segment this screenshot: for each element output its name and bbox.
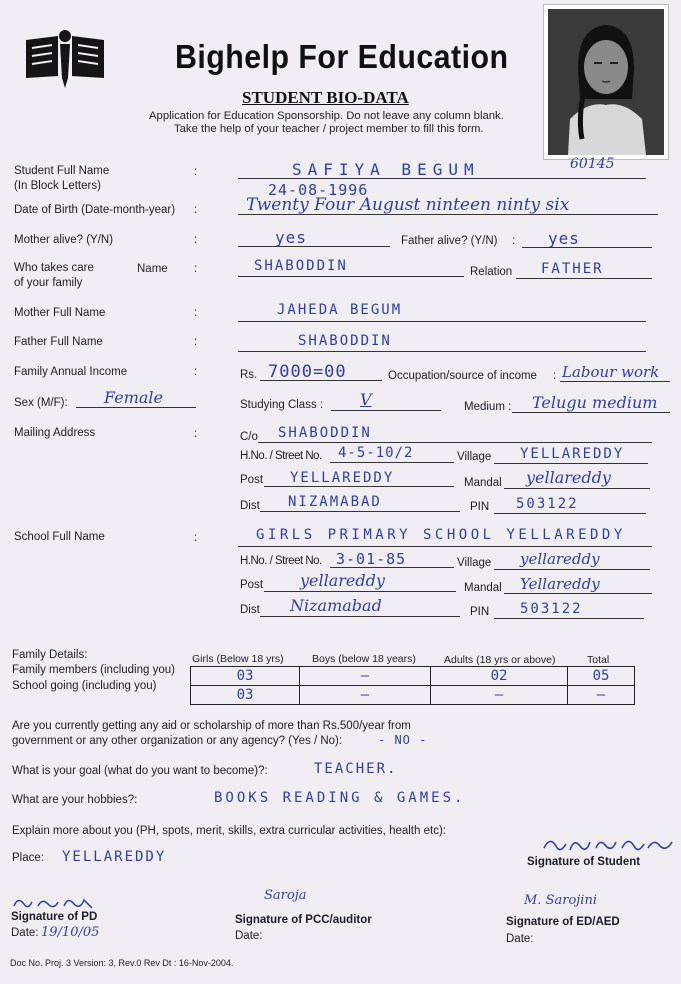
relation-value[interactable]: FATHER xyxy=(541,261,604,277)
mail-street-label: H.No. / Street No. xyxy=(240,450,322,462)
family-header-girls: Girls (Below 18 yrs) xyxy=(192,653,284,665)
dob-label: Date of Birth (Date-month-year) xyxy=(14,204,176,216)
student-name-value[interactable]: SAFIYA BEGUM xyxy=(292,160,480,179)
ed-date-label: Date: xyxy=(506,933,534,945)
mail-pin-value[interactable]: 503122 xyxy=(516,496,579,512)
medium-line xyxy=(512,412,670,413)
caretaker-name-line xyxy=(238,276,464,277)
colon: : xyxy=(194,336,198,348)
pcc-signature-label: Signature of PCC/auditor xyxy=(235,914,372,926)
relation-label: Relation xyxy=(470,266,513,278)
mail-post-line xyxy=(264,486,454,487)
school-pin-line xyxy=(494,618,644,619)
family-details-label: Family Details: xyxy=(12,649,88,661)
table-row xyxy=(191,667,635,686)
mail-post-label: Post xyxy=(240,474,264,486)
school-street-value[interactable]: 3-01-85 xyxy=(336,550,407,568)
colon: : xyxy=(194,307,198,319)
mother-alive-line xyxy=(238,246,390,247)
family-boys-count[interactable]: — xyxy=(300,667,431,686)
goal-question: What is your goal (what do you want to become)?: xyxy=(12,765,268,777)
father-alive-line xyxy=(522,247,652,248)
mailing-address-label: Mailing Address xyxy=(14,427,96,439)
medium-value[interactable]: Telugu medium xyxy=(532,393,658,412)
student-signature-label: Signature of Student xyxy=(527,856,641,868)
aid-answer[interactable]: - NO - xyxy=(378,733,428,747)
mail-post-value[interactable]: YELLAREDDY xyxy=(290,470,395,486)
ed-signature-label: Signature of ED/AED xyxy=(506,916,620,928)
family-header-total: Total xyxy=(587,654,610,666)
medium-label: Medium : xyxy=(464,401,512,413)
school-street-label: H.No. / Street No. xyxy=(240,555,322,567)
income-label: Family Annual Income xyxy=(14,366,128,378)
mail-street-line xyxy=(330,462,454,463)
mail-mandal-value[interactable]: yellareddy xyxy=(526,468,611,487)
relation-line xyxy=(516,278,652,279)
mother-alive-value[interactable]: yes xyxy=(275,228,307,247)
school-dist-label: Dist xyxy=(240,604,260,616)
school-boys-count[interactable]: – xyxy=(300,686,431,705)
photo-id-number: 60145 xyxy=(570,156,615,172)
goal-answer[interactable]: TEACHER. xyxy=(314,761,398,777)
pcc-signature: Saroja xyxy=(264,888,307,903)
org-title: Bighelp For Education xyxy=(175,38,509,75)
colon: : xyxy=(194,204,198,216)
mother-alive-label: Mother alive? (Y/N) xyxy=(14,234,114,246)
mother-name-line xyxy=(238,321,646,322)
family-total-count[interactable]: 05 xyxy=(568,667,635,686)
colon: : xyxy=(194,532,198,544)
colon: : xyxy=(194,263,198,275)
colon: : xyxy=(194,428,198,440)
dob-numeric-value[interactable]: 24-08-1996 xyxy=(268,181,369,199)
mail-village-value[interactable]: YELLAREDDY xyxy=(520,446,625,462)
pcc-date-label: Date: xyxy=(235,930,263,942)
school-mandal-label: Mandal xyxy=(464,582,502,594)
table-row xyxy=(191,686,635,705)
sex-value[interactable]: Female xyxy=(104,388,163,407)
hobbies-question: What are your hobbies?: xyxy=(12,794,138,806)
school-village-line xyxy=(494,569,650,570)
mother-name-label: Mother Full Name xyxy=(14,307,106,319)
co-label: C/o xyxy=(240,431,258,443)
family-header-adults: Adults (18 yrs or above) xyxy=(444,654,556,666)
class-line xyxy=(331,410,441,411)
school-name-label: School Full Name xyxy=(14,531,105,543)
dob-line xyxy=(238,214,658,215)
instruction-line-1: Application for Education Sponsorship. Do not leave any column blank. xyxy=(149,110,504,122)
school-name-value[interactable]: GIRLS PRIMARY SCHOOL YELLAREDDY xyxy=(256,527,626,543)
mail-street-value[interactable]: 4-5-10/2 xyxy=(338,445,414,461)
father-alive-label: Father alive? (Y/N) xyxy=(401,235,498,247)
mother-name-value[interactable]: JAHEDA BEGUM xyxy=(277,302,403,318)
pd-date-label: Date: xyxy=(11,927,39,939)
family-row1-label: Family members (including you) xyxy=(12,664,175,676)
co-value[interactable]: SHABODDIN xyxy=(278,425,372,441)
colon: : xyxy=(194,166,198,178)
mail-pin-line xyxy=(494,513,646,514)
bighelp-logo xyxy=(22,28,108,90)
aid-question-line-1: Are you currently getting any aid or scholarship of more than Rs.500/year from xyxy=(12,720,411,732)
mail-mandal-line xyxy=(504,488,650,489)
sex-line xyxy=(76,407,196,408)
school-street-line xyxy=(330,567,454,568)
mail-village-label: Village xyxy=(457,451,492,463)
father-name-line xyxy=(238,351,646,352)
place-label: Place: xyxy=(12,852,44,864)
caretaker-name-label: Name xyxy=(137,263,168,275)
colon: : xyxy=(194,366,198,378)
school-name-line xyxy=(238,546,652,547)
school-adults-count[interactable]: – xyxy=(431,686,568,705)
occupation-line xyxy=(560,381,670,382)
mail-pin-label: PIN xyxy=(470,501,490,513)
school-post-value[interactable]: yellareddy xyxy=(300,571,385,590)
colon: : xyxy=(512,235,516,247)
explain-question: Explain more about you (PH, spots, merit, skills, extra curricular activities, health etc): xyxy=(12,825,446,837)
co-line xyxy=(258,442,652,443)
income-value[interactable]: 7000=00 xyxy=(268,362,347,382)
dob-words-value[interactable]: Twenty Four August ninteen ninty six xyxy=(246,195,570,215)
family-girls-count[interactable]: 03 xyxy=(191,667,300,686)
income-line xyxy=(260,380,382,381)
doc-number-footer: Doc No. Proj. 3 Version: 3, Rev.0 Rev Dt : 16-Nov-2004. xyxy=(10,958,234,968)
school-mandal-line xyxy=(504,593,652,594)
family-adults-count[interactable]: 02 xyxy=(431,667,568,686)
school-girls-count[interactable]: 03 xyxy=(191,686,300,705)
aid-question-line-2: government or any other organization or any agency? (Yes / No): xyxy=(12,735,343,747)
school-total-count[interactable]: – xyxy=(568,686,635,705)
form-title: STUDENT BIO-DATA xyxy=(242,88,409,107)
occupation-label: Occupation/source of income xyxy=(388,370,537,382)
caretaker-label: Who takes care xyxy=(14,262,94,274)
father-name-label: Father Full Name xyxy=(14,336,103,348)
student-name-line xyxy=(238,178,646,179)
ed-signature: M. Sarojini xyxy=(524,893,597,908)
father-alive-value[interactable]: yes xyxy=(548,229,580,248)
income-prefix: Rs. xyxy=(240,369,258,381)
occupation-value[interactable]: Labour work xyxy=(562,363,660,381)
school-mandal-value[interactable]: Yellareddy xyxy=(520,575,600,593)
school-pin-label: PIN xyxy=(470,606,490,618)
student-photo xyxy=(543,4,669,160)
hobbies-answer[interactable]: BOOKS READING & GAMES. xyxy=(214,790,466,806)
school-pin-value[interactable]: 503122 xyxy=(520,601,583,617)
mail-mandal-label: Mandal xyxy=(464,477,502,489)
instruction-line-2: Take the help of your teacher / project member to fill this form. xyxy=(174,123,484,135)
pd-date-value[interactable]: 19/10/05 xyxy=(41,925,100,940)
mail-dist-value[interactable]: NIZAMABAD xyxy=(288,494,382,510)
student-name-label: Student Full Name xyxy=(14,165,110,177)
caretaker-name-value[interactable]: SHABODDIN xyxy=(254,258,348,274)
class-label: Studying Class : xyxy=(240,399,324,411)
colon: : xyxy=(553,370,557,382)
father-name-value[interactable]: SHABODDIN xyxy=(298,333,392,349)
student-name-sublabel: (In Block Letters) xyxy=(14,180,101,192)
colon: : xyxy=(194,234,198,246)
pd-signature-label: Signature of PD xyxy=(11,911,98,923)
mail-dist-line xyxy=(260,511,460,512)
place-value[interactable]: YELLAREDDY xyxy=(62,849,167,865)
school-dist-line xyxy=(260,616,460,617)
caretaker-sublabel: of your family xyxy=(14,277,83,289)
family-row2-label: School going (including you) xyxy=(12,680,157,692)
mail-dist-label: Dist xyxy=(240,500,260,512)
school-village-label: Village xyxy=(457,557,492,569)
family-header-boys: Boys (below 18 years) xyxy=(312,653,416,665)
class-value[interactable]: V xyxy=(360,390,372,409)
school-post-line xyxy=(264,591,456,592)
sex-label: Sex (M/F): xyxy=(14,397,68,409)
school-dist-value[interactable]: Nizamabad xyxy=(290,596,382,615)
mail-village-line xyxy=(494,463,648,464)
school-village-value[interactable]: yellareddy xyxy=(520,550,600,568)
school-post-label: Post xyxy=(240,579,264,591)
family-table xyxy=(190,666,635,705)
